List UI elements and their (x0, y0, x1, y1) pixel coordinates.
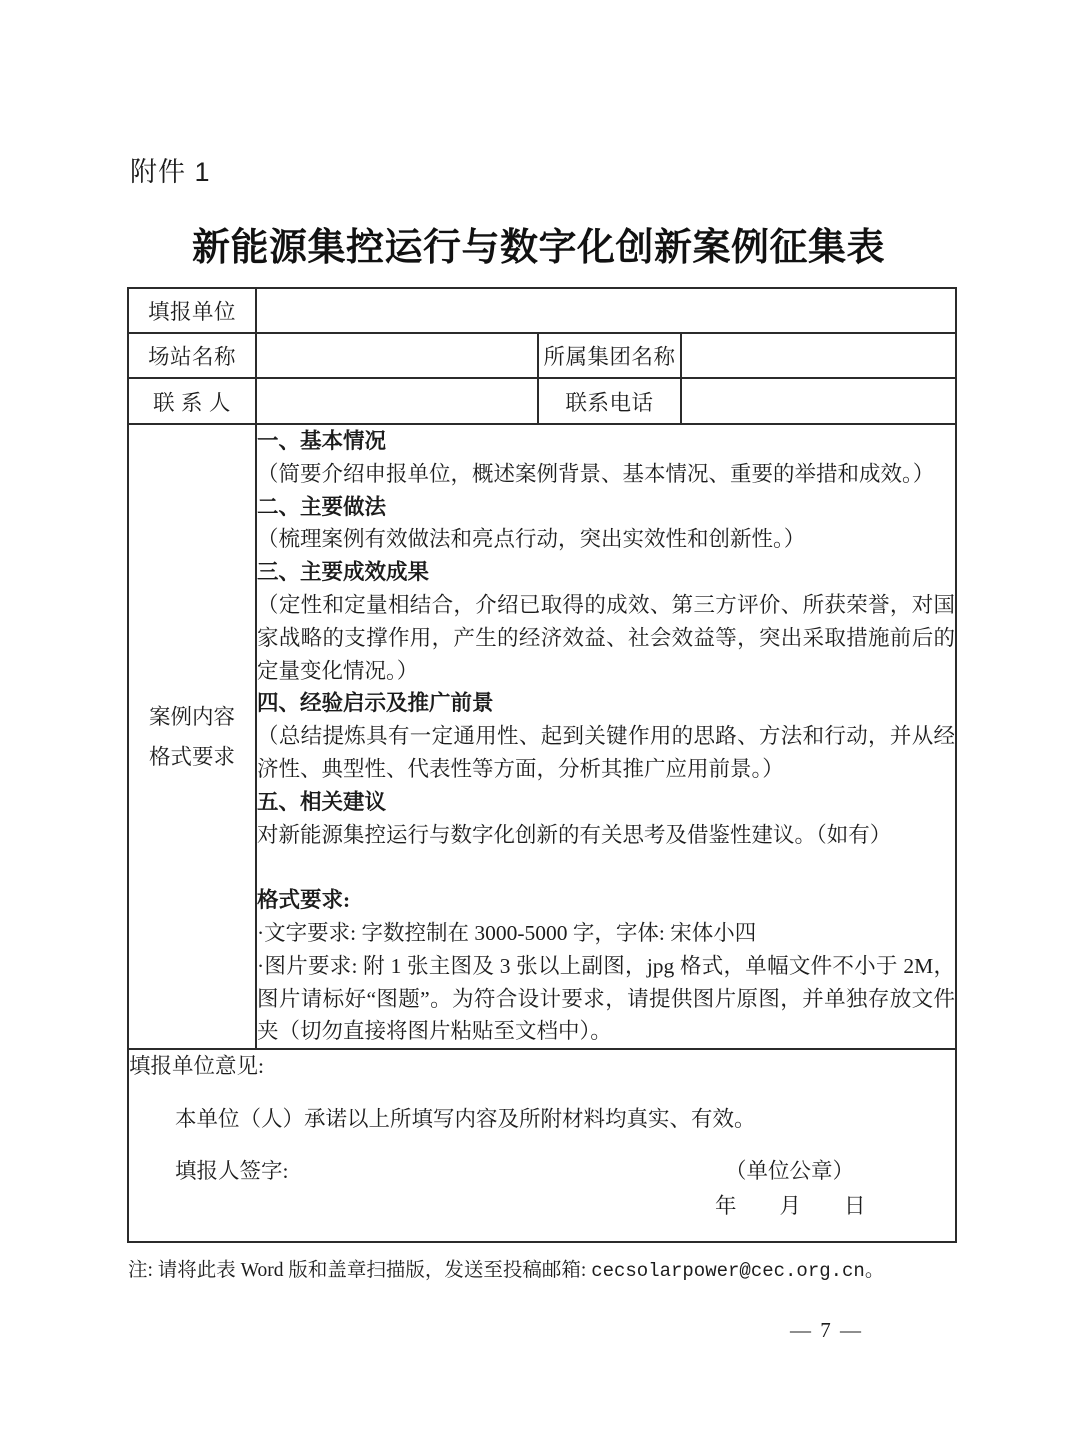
section-heading-suggestions: 五、相关建议 (257, 789, 387, 814)
contact-person-field[interactable] (256, 378, 538, 424)
format-requirements-heading: 格式要求: (257, 888, 351, 913)
section-heading-main-results: 三、主要成效成果 (257, 560, 430, 585)
table-row (128, 288, 956, 333)
section-heading-basic-info: 一、基本情况 (257, 429, 387, 453)
group-name-field[interactable] (681, 333, 956, 378)
commitment-text: 本单位（人）承诺以上所填写内容及所附材料均真实、有效。 (175, 1107, 756, 1132)
signature-row (175, 1155, 955, 1188)
case-content-requirements (256, 424, 956, 1049)
section-note-suggestions: 对新能源集控运行与数字化创新的有关思考及借鉴性建议。（如有） (257, 822, 892, 847)
page-number: — 7 — (790, 1318, 863, 1342)
station-name-field[interactable] (256, 333, 538, 378)
section-note-main-practices: （梳理案例有效做法和亮点行动，突出实效性和创新性。） (257, 527, 806, 552)
case-collection-form (127, 287, 957, 1243)
section-note-main-results: （定性和定量相结合，介绍已取得的成效、第三方评价、所获荣誉，对国家战略的支撑作用，产生的经济效益、社会效益等，突出采取措施前后的定量变化情况。） (257, 592, 956, 683)
case-content-row-label (128, 424, 256, 1049)
group-name-label: 所属集团名称 (538, 333, 681, 378)
table-row (128, 1049, 956, 1242)
footnote-suffix: 。 (864, 1260, 885, 1281)
section-note-basic-info: （简要介绍申报单位，概述案例背景、基本情况、重要的举措和成效。） (257, 461, 935, 486)
signature-label: 填报人签字: (175, 1159, 289, 1184)
email-text: cecsolarpower@cec.org.cn (591, 1260, 865, 1282)
format-requirement-images: ·图片要求: 附 1 张主图及 3 张以上副图，jpg 格式，单幅文件不小于 2M，图片请标好“图题”。为符合设计要求，请提供图片原图，并单独存放文件夹（切勿直接将图片粘贴至文档中）。 (257, 953, 956, 1044)
contact-phone-label: 联系电话 (538, 378, 681, 424)
case-label-line2: 格式要求 (148, 744, 235, 769)
opinion-heading: 填报单位意见: (129, 1054, 264, 1079)
section-heading-experience: 四、经验启示及推广前景 (257, 691, 494, 716)
page-title: 新能源集控运行与数字化创新案例征集表 (191, 227, 885, 269)
format-requirement-text: ·文字要求: 字数控制在 3000-5000 字，字体: 宋体小四 (257, 920, 757, 945)
station-name-label: 场站名称 (128, 333, 256, 378)
reporting-unit-field[interactable] (256, 288, 956, 333)
contact-phone-field[interactable] (681, 378, 956, 424)
reporting-unit-label: 填报单位 (128, 288, 256, 333)
date-label: 年 月 日 (715, 1194, 866, 1219)
contact-person-label: 联 系 人 (128, 378, 256, 424)
table-row (128, 424, 956, 1049)
attachment-label: 附件 1 (130, 157, 211, 187)
seal-label: （单位公章） (725, 1159, 855, 1184)
unit-opinion-cell (128, 1049, 956, 1242)
table-row (128, 378, 956, 424)
case-label-line1: 案例内容 (148, 704, 235, 729)
blank-line (257, 851, 955, 884)
footnote (128, 1257, 884, 1285)
table-row (128, 333, 956, 378)
section-note-experience: （总结提炼具有一定通用性、起到关键作用的思路、方法和行动，并从经济性、典型性、代表性等方面，分析其推广应用前景。） (257, 724, 956, 781)
section-heading-main-practices: 二、主要做法 (257, 494, 387, 519)
footnote-prefix: 注: 请将此表 Word 版和盖章扫描版，发送至投稿邮箱: (128, 1260, 592, 1281)
